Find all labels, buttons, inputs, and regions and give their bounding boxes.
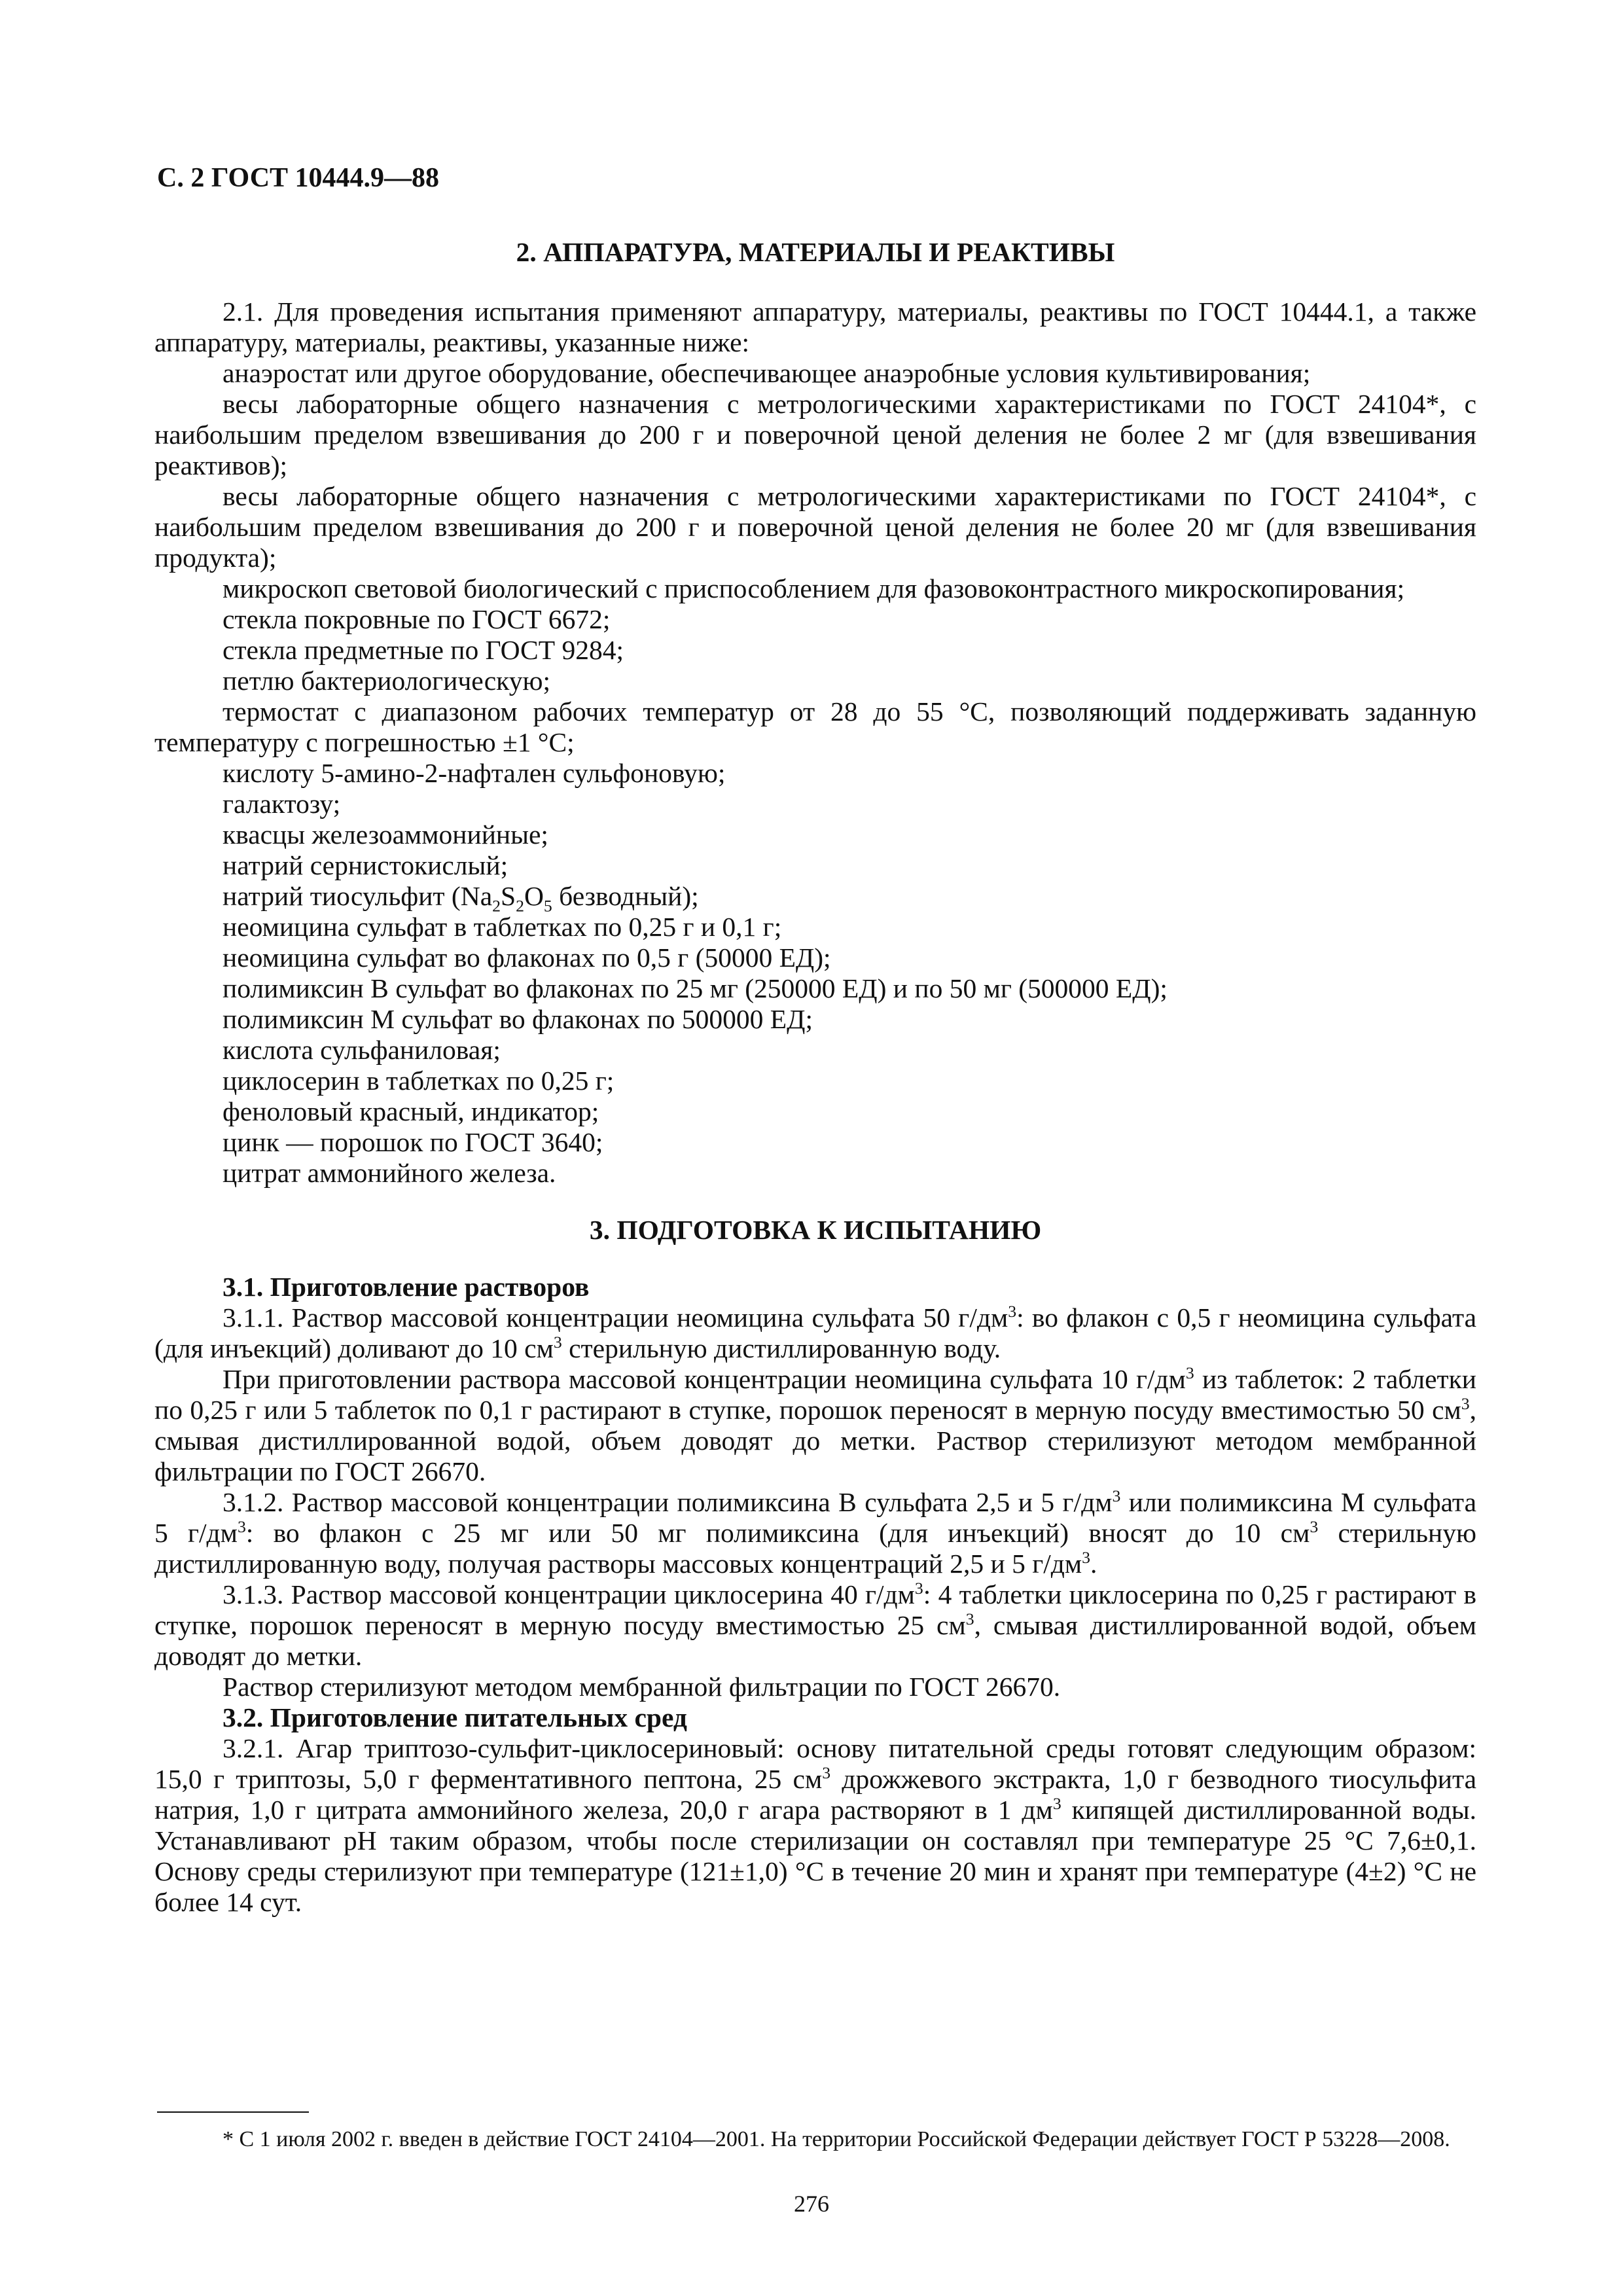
clause-3-1-2: 3.1.2. Раствор массовой концентрации полимиксина В сульфата 2,5 и 5 $г/дм^3$ или полимиксина М сульфата 5 $г/дм^3$: во флакон с 25 мг или 50 мг полимиксина (для инъекций) вносят до 10 $см^3$ стерильную дистиллированную воду, получая растворы массовых концентраций 2,5 и 5 $г/дм^3$. bbox=[154, 1486, 1476, 1579]
list-item: феноловый красный, индикатор; bbox=[223, 1096, 599, 1126]
list-item: весы лабораторные общего назначения с метрологическими характеристиками по ГОСТ 24104*, с наибольшим пределом взвешивания до 200 г и поверочной ценой деления не более 2 мг (для взвешивания реактивов); bbox=[154, 389, 1476, 480]
section-2-title: 2. АППАРАТУРА, МАТЕРИАЛЫ И РЕАКТИВЫ bbox=[516, 237, 1115, 267]
running-header: С. 2 ГОСТ 10444.9—88 bbox=[157, 163, 440, 193]
list-item: стекла предметные по ГОСТ 9284; bbox=[223, 635, 624, 665]
list-item: кислота сульфаниловая; bbox=[223, 1035, 501, 1065]
footnote: * С 1 июля 2002 г. введен в действие ГОСТ 24104—2001. На территории Российской Федерации действует ГОСТ Р 53228—2008. bbox=[223, 2127, 1450, 2151]
clause-3-1-3: 3.1.3. Раствор массовой концентрации циклосерина 40 $г/дм^3$: 4 таблетки циклосерина по 0,25 г растирают в ступке, порошок переносят в мерную посуду вместимостью 25 $см^3$, смывая дистиллированной водой, объем доводят до метки. bbox=[154, 1579, 1477, 1671]
clause-3-1-1: 3.1.1. Раствор массовой концентрации неомицина сульфата 50 $г/дм^3$: во флакон с 0,5 г неомицина сульфата (для инъекций) доливают до 10 $см^3$ стерильную дистиллированную воду. bbox=[154, 1302, 1477, 1363]
list-item: цитрат аммонийного железа. bbox=[223, 1158, 556, 1188]
section-3-title: 3. ПОДГОТОВКА К ИСПЫТАНИЮ bbox=[589, 1215, 1042, 1245]
footnote-divider bbox=[157, 2111, 309, 2113]
list-item-thiosulfite: натрий тиосульфит ($Na_2S_2O_5$ безводный); bbox=[223, 881, 699, 916]
list-item: стекла покровные по ГОСТ 6672; bbox=[223, 604, 611, 634]
clause-3-1-1-tablets: При приготовлении раствора массовой концентрации неомицина сульфата 10 $г/дм^3$ из таблеток: 2 таблетки по 0,25 г или 5 таблеток по 0,1 г растирают в ступке, порошок переносят в мерную посуду вместимостью 50 $см^3$, смывая дистиллированной водой, объем доводят до метки. Раствор стерилизуют методом мембранной фильтрации по ГОСТ 26670. bbox=[154, 1363, 1477, 1486]
list-item: микроскоп световой биологический с приспособлением для фазовоконтрастного микроскопирования; bbox=[223, 573, 1405, 603]
list-item: кислоту 5-амино-2-нафтален сульфоновую; bbox=[223, 758, 726, 788]
list-item: термостат с диапазоном рабочих температур от 28 до 55 °С, позволяющий поддерживать заданную температуру с погрешностью ±1 °С; bbox=[154, 696, 1476, 757]
clause-3-2-1: 3.2.1. Агар триптозо-сульфит-циклосериновый: основу питательной среды готовят следующим образом: 15,0 г триптозы, 5,0 г ферментативного пептона, 25 $см^3$ дрожжевого экстракта, 1,0 г безводного тиосульфита натрия, 1,0 г цитрата аммонийного железа, 20,0 г агара растворяют в 1 $дм^3$ кипящей дистиллированной воды. Устанавливают pH таким образом, чтобы после стерилизации он составлял при температуре 25 °С 7,6±0,1. Основу среды стерилизуют при температуре (121±1,0) °С в течение 20 мин и хранят при температуре (4±2) °С не более 14 сут. bbox=[154, 1733, 1477, 1917]
clause-3-1-3-sterilization: Раствор стерилизуют методом мембранной фильтрации по ГОСТ 26670. bbox=[223, 1672, 1061, 1702]
list-item: галактозу; bbox=[223, 789, 341, 819]
list-item: анаэростат или другое оборудование, обеспечивающее анаэробные условия культивирования; bbox=[223, 358, 1311, 388]
subsection-3-1-heading: 3.1. Приготовление растворов bbox=[223, 1272, 590, 1302]
list-item: полимиксин М сульфат во флаконах по 500000 ЕД; bbox=[223, 1004, 813, 1034]
list-item: неомицина сульфат в таблетках по 0,25 г и 0,1 г; bbox=[223, 912, 782, 942]
list-item: цинк — порошок по ГОСТ 3640; bbox=[223, 1127, 603, 1157]
list-item: неомицина сульфат во флаконах по 0,5 г (50000 ЕД); bbox=[223, 942, 831, 973]
list-item: квасцы железоаммонийные; bbox=[223, 819, 548, 850]
clause-2-1: 2.1. Для проведения испытания применяют аппаратуру, материалы, реактивы по ГОСТ 10444.1, а также аппаратуру, материалы, реактивы, указанные ниже: bbox=[154, 296, 1476, 357]
list-item: натрий сернистокислый; bbox=[223, 850, 508, 880]
page-body bbox=[154, 237, 1476, 1918]
list-item: циклосерин в таблетках по 0,25 г; bbox=[223, 1066, 615, 1096]
subsection-3-2-heading: 3.2. Приготовление питательных сред bbox=[223, 1702, 687, 1732]
list-item: петлю бактериологическую; bbox=[223, 666, 550, 696]
list-item: полимиксин В сульфат во флаконах по 25 мг (250000 ЕД) и по 50 мг (500000 ЕД); bbox=[223, 973, 1168, 1003]
list-item: весы лабораторные общего назначения с метрологическими характеристиками по ГОСТ 24104*, с наибольшим пределом взвешивания до 200 г и поверочной ценой деления не более 20 мг (для взвешивания продукта); bbox=[154, 481, 1476, 573]
page-number: 276 bbox=[794, 2191, 829, 2217]
